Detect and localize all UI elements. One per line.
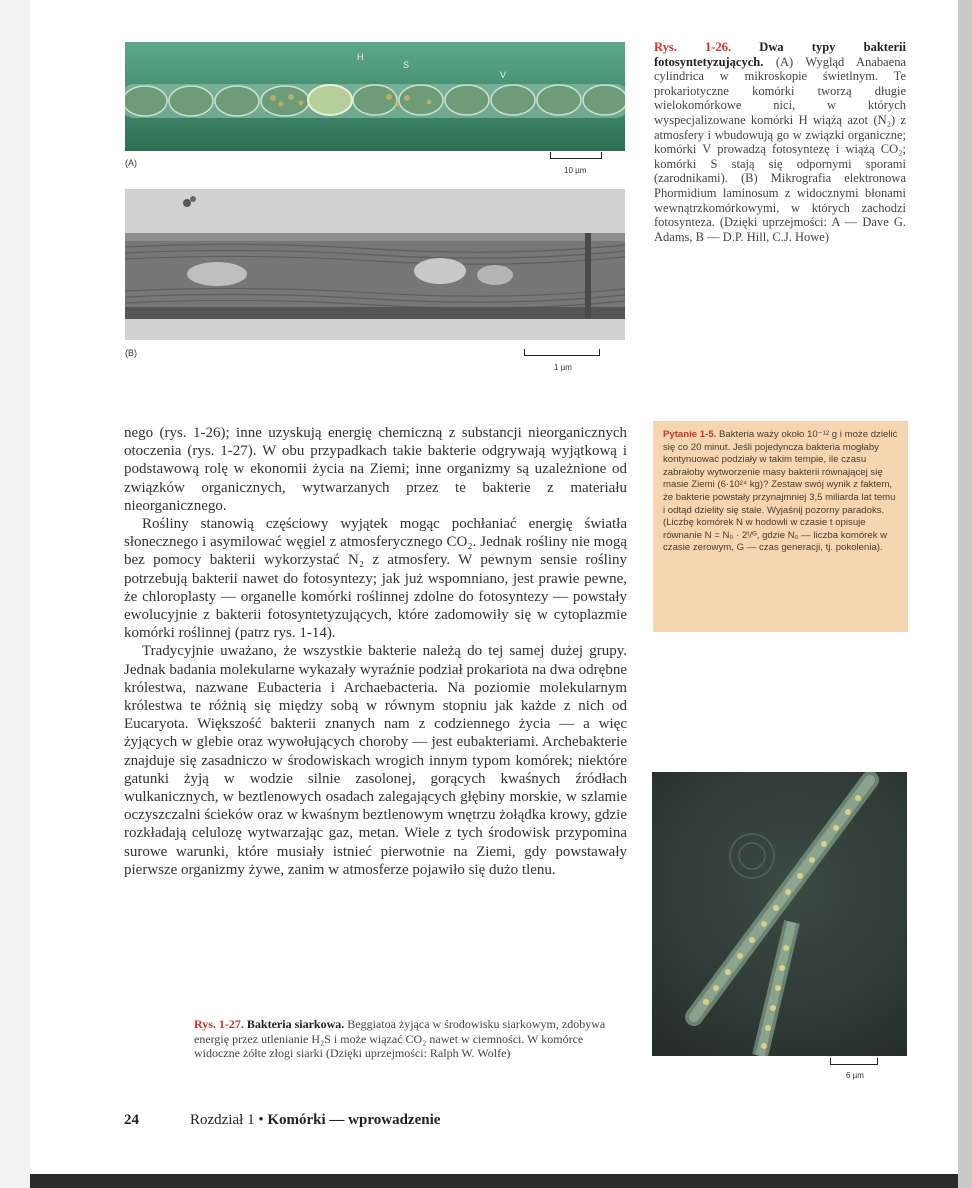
scan-edge-right bbox=[958, 0, 972, 1188]
main-body-text bbox=[124, 424, 627, 879]
cell-label-v: V bbox=[500, 70, 507, 80]
beggiatoa-filaments bbox=[652, 772, 907, 1056]
cell-label-h: H bbox=[357, 52, 364, 62]
scale-bar-a bbox=[550, 152, 602, 159]
anabaena-micrograph bbox=[125, 42, 625, 151]
scan-edge-left bbox=[0, 0, 30, 1188]
phormidium-cell bbox=[125, 189, 625, 340]
chapter-title: Komórki — wprowadzenie bbox=[267, 1112, 441, 1128]
scale-label-c: 6 µm bbox=[846, 1071, 864, 1080]
caption-title: Dwa typy bakterii fotosyntetyzujących. bbox=[654, 40, 906, 69]
question-body: Bakteria waży około 10⁻¹² g i może dzielić się co 20 minut. Jeśli pojedyncza bakteria mogłaby kontynuować podziały w takim tempie, ile czasu zabrałoby wytworzenie masy bakterii równającej się masie Ziemi (6·10²⁴ kg)? Zestaw swój wynik z faktem, że bakterie powstały przynajmniej 3,5 miliarda lat temu i odtąd dzielity się stale. Wyjaśnij pozorny paradoks. (Liczbę komórek N w hodowli w czasie t opisuje równanie N = N₀ · 2ᵗ/ᴳ, gdzie N₀ — liczba komórek w czasie zerowym, G — czas generacji, tj. pokolenia). bbox=[663, 429, 898, 554]
panel-a-label: (A) bbox=[125, 158, 137, 168]
figure-1-26-caption bbox=[654, 40, 906, 244]
scale-bar-c bbox=[830, 1058, 878, 1065]
scale-label-b: 1 µm bbox=[554, 363, 572, 372]
panel-b-label: (B) bbox=[125, 348, 137, 358]
question-box bbox=[653, 421, 908, 632]
chapter-bullet: • bbox=[258, 1112, 264, 1128]
scale-bar-b bbox=[524, 349, 600, 356]
caption-body: (A) Wygląd Anabaena cylindrica w mikroskopie świetlnym. Te prokariotyczne komórki tworzą długie wielokomórkowe nici, w których wyspecjalizowane komórki H wiążą azot (N₂) z atmosfery i wbudowują go w związki organiczne; komórki V prowadzą fotosyntezę i wiążą CO₂; komórki S stają się odpornymi sporami (zarodnikami). (B) Mikrografia elektronowa Phormidium laminosum z widocznymi błonami wewnątrzkomórkowymi, w których zachodzi fotosynteza. (Dzięki uprzejmości: A — Dave G. Adams, B — D.P. Hill, C.J. Howe) bbox=[654, 54, 906, 244]
caption-title: Bakteria siarkowa. bbox=[246, 1017, 345, 1031]
cell-label-s: S bbox=[403, 60, 410, 70]
scan-edge-bottom bbox=[30, 1174, 958, 1188]
paragraph: Rośliny stanowią częściowy wyjątek mogąc pochłaniać energię światła słonecznego i asymilować węgiel z atmosferycznego CO₂. Jednak rośliny nie mogą bez pomocy bakterii wykorzystać N₂ z atmosfery. W pewnym sensie rośliny potrzebują bakterii nawet do fotosyntezy; jak już wspomniano, jest prawie pewne, że chloroplasty — organelle komórki roślinnej zdolne do fotosyntezy — powstały ewolucyjnie z bakterii fotosyntetyzujących, które zadomowiły się w cytoplazmie komórki roślinnej (patrz rys. 1-14). bbox=[124, 516, 627, 642]
page-number: 24 bbox=[124, 1112, 139, 1128]
chapter-label: Rozdział 1 bbox=[190, 1112, 255, 1128]
phormidium-micrograph bbox=[125, 189, 625, 340]
caption-body: Beggiatoa żyjąca w środowisku siarkowym, zdobywa energię przez utlenianie H₂S i może wiązać CO₂ nawet w ciemności. W komórce widoczne żółte złogi siarki (Dzięki uprzejmości: Ralph W. Wolfe) bbox=[194, 1017, 606, 1060]
paragraph: nego (rys. 1-26); inne uzyskują energię chemiczną z substancji nieorganicznych otoczenia (rys. 1-27). W obu przypadkach takie bakterie odgrywają wyjątkową i podstawową rolę w ekonomii życia na Ziemi; inne organizmy są uzależnione od związków organicznych, wytwarzanych przez te bakterie z materiału nieorganicznego. bbox=[124, 425, 627, 514]
caption-number: Rys. 1-26. bbox=[654, 40, 732, 54]
beggiatoa-micrograph bbox=[652, 772, 907, 1056]
caption-number: Rys. 1-27. bbox=[194, 1017, 244, 1031]
question-label: Pytanie 1-5. bbox=[663, 429, 717, 440]
chapter-footer bbox=[190, 1112, 440, 1129]
anabaena-filament bbox=[125, 42, 625, 151]
paragraph: Tradycyjnie uważano, że wszystkie bakterie należą do tej samej dużej grupy. Jednak badania molekularne wykazały wyraźnie podział prokariota na dwa odrębne królestwa, nazwane Eubacteria i Archaebacteria. Na poziomie molekularnym królestwa te różnią się między sobą w równym stopniu jak każde z nich od Eucaryota. Większość bakterii znanych nam z codziennego życia — a więc żyjących w glebie oraz wywołujących choroby — jest eubakteriami. Archebakterie znajduje się zasadniczo w środowiskach wrogich innym typom komórek; niektóre gatunki żyją w wodzie silnie zasolonej, gorących kwaśnych źródłach wulkanicznych, w beztlenowych osadach zalegających głębiny morskie, w szlamie oczyszczalni ścieków oraz w kwaśnym beztlenowym wnętrzu żołądka krowy, gdzie rozkładają celulozę wytwarzając gaz, metan. Wiele z tych środowisk przypomina surowe warunki, które musiały istnieć pierwotnie na Ziemi, gdy powstawały pierwsze organizmy żywe, zanim w atmosferze pojawiło się dużo tlenu. bbox=[124, 643, 628, 878]
figure-1-27-caption bbox=[194, 1017, 624, 1061]
scale-label-a: 10 µm bbox=[564, 166, 587, 175]
